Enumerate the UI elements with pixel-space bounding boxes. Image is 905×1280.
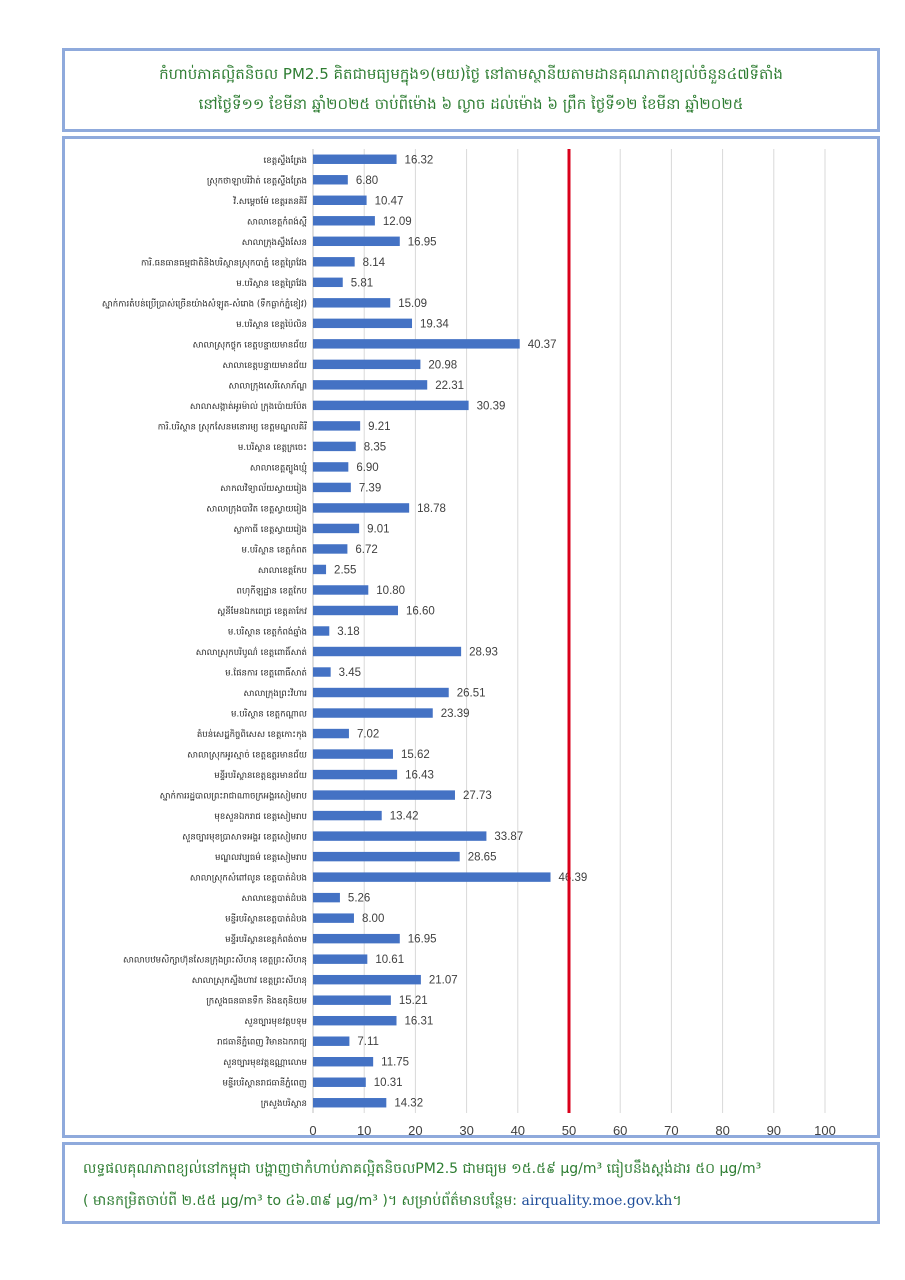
- data-label: 12.09: [382, 215, 412, 228]
- bar: [313, 729, 349, 738]
- data-label: 2.55: [334, 564, 357, 577]
- data-label: 6.80: [355, 174, 379, 187]
- data-label: 40.37: [527, 338, 557, 351]
- category-label: មុខសួនឯករាជ ខេត្តសៀមរាប: [214, 812, 307, 823]
- category-label: វិ.សម្តេចម៉ែ ខេត្តរតនគិរី: [233, 196, 307, 207]
- bar: [313, 975, 421, 984]
- bar: [313, 278, 343, 287]
- data-label: 13.42: [389, 810, 419, 823]
- bar: [313, 1016, 397, 1025]
- x-tick-label: 0: [309, 1123, 317, 1135]
- bar: [313, 216, 375, 225]
- bar: [313, 524, 359, 533]
- data-label: 7.02: [356, 728, 380, 741]
- bar: [313, 913, 354, 922]
- data-label: 9.01: [367, 523, 390, 536]
- summary-text-line-2: [83, 1191, 867, 1212]
- data-label: 7.11: [357, 1036, 379, 1049]
- data-label: 3.18: [337, 626, 360, 638]
- bar: [313, 770, 397, 779]
- bar: [313, 647, 461, 656]
- bar: [313, 626, 329, 635]
- category-label: ការិ.ធនធានធម្មជាតិនិងបរិស្ថានស្រុកបាភ្នំ ខេត្តព្រៃវែង: [140, 258, 307, 269]
- bar: [313, 688, 449, 697]
- bar: [313, 565, 326, 574]
- data-label: 23.39: [440, 708, 470, 721]
- bar: [313, 483, 351, 492]
- data-label: 16.95: [407, 236, 437, 249]
- bar: [313, 606, 398, 615]
- bar: [313, 380, 427, 389]
- data-label: 16.31: [404, 1015, 434, 1028]
- data-label: 11.75: [381, 1056, 410, 1069]
- data-label: 3.45: [338, 667, 362, 680]
- data-label: 28.93: [469, 646, 498, 659]
- bar: [313, 155, 397, 164]
- category-label: ម.បរិស្ថាន ខេត្តកណ្តាល: [231, 709, 307, 720]
- category-label: សាលាខេត្តត្បូងឃ្មុំ: [249, 463, 307, 474]
- bar: [313, 811, 382, 820]
- category-label: សួនច្បារមុខប្រាសាទអង្គរ ខេត្តសៀមរាប: [182, 832, 307, 843]
- chart-box: [62, 136, 880, 1138]
- category-label: សាលាសង្កាត់អូរម៉ាល់ ក្រុងប៉ោយប៉ែត: [189, 401, 307, 412]
- bar: [313, 339, 520, 348]
- data-label: 16.32: [404, 154, 434, 167]
- bar: [313, 196, 367, 205]
- category-label: មន្ទីរបរិស្ថានខេត្តកំពង់ចាម: [225, 935, 307, 946]
- data-label: 46.39: [558, 872, 588, 885]
- bar-chart: [65, 139, 877, 1135]
- data-label: 6.72: [355, 543, 378, 556]
- category-label: មន្ទីរបរិស្ថានខេត្តបាត់ដំបង: [225, 914, 307, 925]
- category-label: សាលាខេត្តកែប: [257, 565, 307, 576]
- data-label: 19.34: [420, 318, 449, 331]
- category-label: ក្រសួងបរិស្ថាន: [260, 1099, 307, 1110]
- bar: [313, 175, 348, 184]
- chart-title-line-2: នៅថ្ងៃទី១១ ខែមីនា ឆ្នាំ២០២៥ ចាប់ពីម៉ោង ៦ ល្ងាច ដល់ម៉ោង ៦ ព្រឹក ថ្ងៃទី១២ ខែមីនា ឆ្នាំ២០២៥: [198, 95, 744, 113]
- x-tick-label: 100: [814, 1123, 836, 1135]
- data-label: 14.32: [394, 1097, 424, 1110]
- category-label: រាជធានីភ្នំពេញ វិមានឯករាជ្យ: [217, 1037, 307, 1048]
- bar: [313, 401, 469, 410]
- category-label: ម.បរិស្ថាន ខេត្តកំពង់ឆ្នាំង: [227, 627, 307, 638]
- data-label: 10.80: [376, 584, 406, 597]
- data-label: 10.31: [373, 1077, 403, 1090]
- category-label: សាលាស្រុកអូរស្មាច់ ខេត្តឧត្តរមានជ័យ: [187, 750, 307, 761]
- data-label: 15.21: [398, 995, 428, 1008]
- footer-box: [62, 1142, 880, 1224]
- bar: [313, 1098, 386, 1107]
- x-tick-label: 40: [510, 1123, 526, 1135]
- category-label: សាលាក្រុងបាវិត ខេត្តស្វាយរៀង: [206, 504, 307, 515]
- bar: [313, 319, 412, 328]
- category-label: ម.បរិស្ថាន ខេត្តប៉ៃលិន: [236, 319, 307, 330]
- bar: [313, 872, 551, 881]
- category-label: ស្នាក់ការតំបន់ប្រើប្រាស់ច្រើនយ៉ាងសំឡូត-សំរោង (ទឹកធ្លាក់ភ្នំខៀវ): [101, 299, 307, 310]
- bar: [313, 462, 348, 471]
- category-label: ស្លាកាធី ខេត្តស្វាយរៀង: [233, 524, 307, 535]
- data-label: 6.90: [356, 461, 379, 474]
- data-label: 10.61: [375, 954, 405, 967]
- category-label: មន្ទីរបរិស្ថានរាជធានីភ្នំពេញ: [222, 1078, 307, 1089]
- bar: [313, 1078, 366, 1087]
- website-link[interactable]: airquality.moe.gov.kh: [521, 1193, 673, 1209]
- bar: [313, 1036, 349, 1045]
- bar: [313, 995, 391, 1004]
- category-label: សាលាក្រុងស្ទឹងសែន: [241, 237, 307, 248]
- data-label: 26.51: [456, 687, 486, 700]
- category-label: ស្តនីមែនឯកពេជ្រ ខេត្តតាកែវ: [217, 606, 307, 617]
- x-tick-label: 90: [766, 1123, 782, 1135]
- category-label: ស្នាក់ការរដ្ឋបាលព្រះរាជាណាចក្រអង្គរសៀមរាប: [159, 791, 307, 802]
- data-label: 7.39: [358, 482, 382, 495]
- x-tick-label: 50: [561, 1123, 577, 1135]
- category-label: សាកលវិទ្យាល័យស្វាយរៀង: [220, 483, 307, 494]
- bar: [313, 893, 340, 902]
- category-label: មណ្ឌលវប្បធម៌ ខេត្តសៀមរាប: [215, 853, 307, 864]
- x-tick-label: 60: [612, 1123, 628, 1135]
- bar: [313, 831, 486, 840]
- data-label: 15.62: [400, 749, 430, 762]
- bar: [313, 749, 393, 758]
- category-label: សាលាស្រុកស្ទឹងហាវ ខេត្តព្រះសីហនុ: [191, 976, 307, 987]
- category-label: សាលាស្រុកបរិបូណ៌ ខេត្តពោធិ៍សាត់: [195, 648, 307, 659]
- bar: [313, 708, 433, 717]
- x-tick-label: 10: [356, 1123, 372, 1135]
- data-label: 8.00: [361, 913, 385, 926]
- category-label: ពហុកីឡដ្ឋាន ខេត្តកែប: [236, 586, 307, 597]
- bar: [313, 934, 400, 943]
- category-label: ម.បរិស្ថាន ខេត្តកំពត: [241, 545, 307, 556]
- data-label: 9.21: [368, 420, 391, 433]
- x-tick-label: 20: [408, 1123, 423, 1135]
- category-label: តំបន់សេដ្ឋកិច្ចពិសេស ខេត្តកោះកុង: [196, 730, 307, 741]
- x-tick-label: 80: [715, 1123, 730, 1135]
- x-tick-label: 30: [459, 1123, 474, 1135]
- summary-text-line-1: លទ្ធផលគុណភាពខ្យល់នៅកម្ពុជា បង្ហាញថាកំហាប់ភាគល្អិតនិចលPM2.5 ជាមធ្យម ១៥.៥៩ μg/m³ ធៀបនឹងស្តង់ដារ ៥០ μg/m³: [83, 1161, 762, 1177]
- data-label: 28.65: [467, 851, 497, 864]
- bar: [313, 585, 368, 594]
- data-label: 8.35: [363, 441, 387, 454]
- bar: [313, 360, 420, 369]
- category-label: ក្រសួងធនធានទឹក និងឧតុនិយម: [206, 996, 307, 1007]
- category-label: សួនច្បារមុខវត្តបទុម: [244, 1017, 307, 1028]
- category-label: ម.បរិស្ថាន ខេត្តក្រចេះ: [237, 442, 307, 453]
- category-label: ម.បរិស្ថាន ខេត្តព្រៃវែង: [236, 278, 307, 289]
- category-label: សាលាក្រុងព្រះវិហារ: [243, 689, 307, 700]
- category-label: សាលាខេត្តកំពង់ស្ពឺ: [246, 217, 307, 228]
- bar: [313, 442, 356, 451]
- category-label: សាលាខេត្តបន្ទាយមានជ័យ: [222, 360, 307, 371]
- data-label: 5.81: [350, 277, 374, 290]
- bar: [313, 852, 460, 861]
- data-label: 15.09: [398, 297, 428, 310]
- bar: [313, 790, 455, 799]
- data-label: 21.07: [428, 974, 458, 987]
- category-label: សាលាក្រុងសេរីសោភ័ណ្ឌ: [228, 381, 307, 392]
- category-label: មន្ទីរបរិស្ថានខេត្តឧត្តរមានជ័យ: [214, 771, 307, 782]
- bar: [313, 421, 360, 430]
- data-label: 5.26: [347, 892, 371, 905]
- bar: [313, 298, 390, 307]
- data-label: 10.47: [374, 195, 404, 208]
- bar: [313, 667, 331, 676]
- category-label: ការិ.បរិស្ថាន ស្រុកសែនមនោរម្យ ខេត្តមណ្ឌលគិរី: [157, 422, 307, 433]
- data-label: 30.39: [476, 400, 506, 413]
- bar: [313, 1057, 373, 1066]
- data-label: 18.78: [417, 502, 446, 515]
- data-label: 33.87: [494, 831, 524, 844]
- bar: [313, 954, 367, 963]
- category-label: សាលាស្រុកសំពៅលូន ខេត្តបាត់ដំបង: [189, 873, 307, 884]
- category-label: ស្រុកថាឡាបរិវ៉ាត់ ខេត្តស្ទឹងត្រែង: [206, 176, 307, 187]
- bar: [313, 503, 409, 512]
- data-label: 16.60: [405, 605, 435, 618]
- summary-text: ( មានកម្រិតចាប់ពី ២.៥៥ μg/m³ to ៤៦.៣៩ μg/m³ )។ សម្រាប់ព័ត៌មានបន្ថែម:: [83, 1193, 522, 1209]
- data-label: 27.73: [462, 790, 492, 803]
- category-label: ខេត្តស្ទឹងត្រែង: [263, 155, 307, 166]
- category-label: សាលាស្រុកថ្លុក ខេត្តបន្ទាយមានជ័យ: [192, 340, 307, 351]
- bar: [313, 544, 347, 553]
- category-label: ម.ផែនការ ខេត្តពោធិ៍សាត់: [225, 668, 307, 679]
- data-label: 16.95: [407, 933, 437, 946]
- title-box: [62, 48, 880, 132]
- bar: [313, 257, 355, 266]
- chart-title-line-1: កំហាប់ភាគល្អិតនិចល PM2.5 គិតជាមធ្យមក្នុង១(មយ)ថ្ងៃ នៅតាមស្ថានីយតាមដានគុណភាពខ្យល់ចំនួន៤៧ទីតាំង: [159, 65, 783, 83]
- bar: [313, 237, 400, 246]
- data-label: 8.14: [362, 256, 386, 269]
- x-tick-label: 70: [664, 1123, 679, 1135]
- summary-end: ។: [672, 1193, 682, 1209]
- data-label: 22.31: [435, 379, 465, 392]
- data-label: 20.98: [428, 359, 458, 372]
- category-label: សាលាខេត្តបាត់ដំបង: [241, 894, 307, 905]
- data-label: 16.43: [405, 769, 434, 782]
- category-label: សួនច្បារមុខវត្តឧណ្ណាលោម: [223, 1058, 307, 1069]
- category-label: សាលាបឋមសិក្សាហ៊ុនសែនក្រុងព្រះសីហនុ ខេត្តព្រះសីហនុ: [122, 955, 307, 966]
